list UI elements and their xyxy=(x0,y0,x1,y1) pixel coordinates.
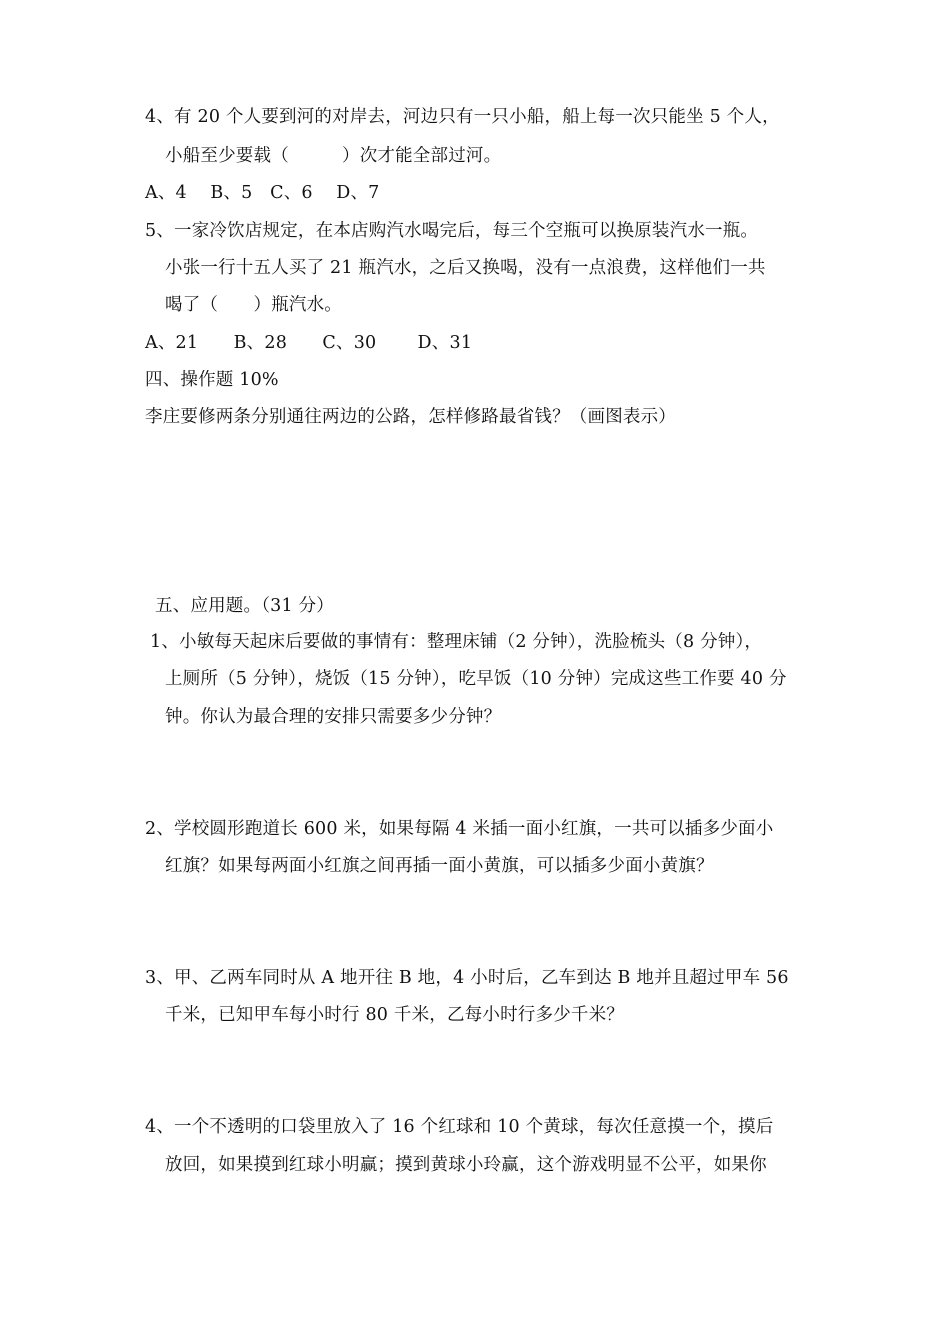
section-4-title: 四、操作题 10% xyxy=(145,370,279,390)
question-5-line-3: 喝了（ ）瓶汽水。 xyxy=(165,295,342,315)
application-1-line-3: 钟。你认为最合理的安排只需要多少分钟？ xyxy=(165,707,502,727)
question-5-line-1: 5、一家冷饮店规定，在本店购汽水喝完后，每三个空瓶可以换原装汽水一瓶。 xyxy=(145,221,759,241)
application-3-line-2: 千米，已知甲车每小时行 80 千米，乙每小时行多少千米？ xyxy=(165,1005,624,1025)
question-5-line-2: 小张一行十五人买了 21 瓶汽水，之后又换喝，没有一点浪费，这样他们一共 xyxy=(165,258,766,278)
application-2-line-2: 红旗？如果每两面小红旗之间再插一面小黄旗，可以插多少面小黄旗？ xyxy=(165,856,714,876)
question-4-line-2: 小船至少要载（ ）次才能全部过河。 xyxy=(165,146,502,166)
section-4-question: 李庄要修两条分别通往两边的公路，怎样修路最省钱？（画图表示） xyxy=(145,407,676,427)
application-1-line-1: 1、小敏每天起床后要做的事情有：整理床铺（2 分钟），洗脸梳头（8 分钟）， xyxy=(150,632,763,652)
question-5-options: A、21 B、28 C、30 D、31 xyxy=(145,333,473,353)
application-2-line-1: 2、学校圆形跑道长 600 米，如果每隔 4 米插一面小红旗，一共可以插多少面小 xyxy=(145,819,774,839)
application-1-line-2: 上厕所（5 分钟），烧饭（15 分钟），吃早饭（10 分钟）完成这些工作要 40 分 xyxy=(165,669,787,689)
application-4-line-1: 4、一个不透明的口袋里放入了 16 个红球和 10 个黄球，每次任意摸一个，摸后 xyxy=(145,1117,774,1137)
question-4-options: A、4 B、5 C、6 D、7 xyxy=(145,183,380,203)
application-4-line-2: 放回，如果摸到红球小明赢；摸到黄球小玲赢，这个游戏明显不公平，如果你 xyxy=(165,1155,767,1175)
question-4-line-1: 4、有 20 个人要到河的对岸去，河边只有一只小船，船上每一次只能坐 5 个人， xyxy=(145,107,780,127)
application-3-line-1: 3、甲、乙两车同时从 A 地开往 B 地，4 小时后，乙车到达 B 地并且超过甲车 56 xyxy=(145,968,789,988)
section-5-title: 五、应用题。（31 分） xyxy=(155,596,334,616)
